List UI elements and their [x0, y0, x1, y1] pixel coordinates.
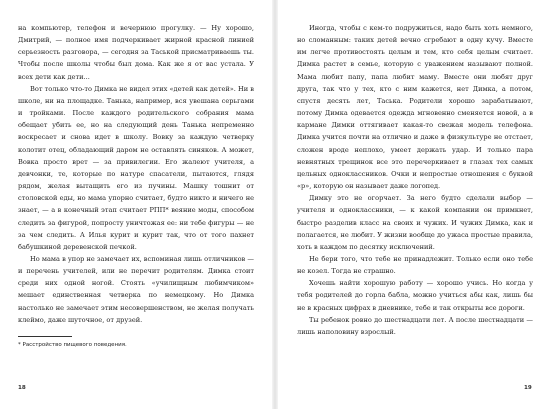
book-gutter — [272, 0, 278, 409]
page-number-left: 18 — [18, 385, 26, 391]
page-number-right: 19 — [524, 385, 532, 391]
left-paragraph-1: на компьютер, телефон и вечернюю прогулку. — Ну хорошо, Дмитрий, — полное имя подчеркивает жирной красной линией серьезность разговора, — сегодня за Таськой присматриваешь ты. Чтобы после школы чтобы был дома. Как же я от вас устала. У всех дети как дети... — [18, 24, 254, 81]
right-paragraph-5: Ты ребенок ровно до шестнадцати лет. А после шестнадцати — лишь наполовину взрослый. — [297, 315, 533, 336]
left-paragraph-3: Но мама в упор не замечает их, вспоминая лишь отличников — и перечень учителей, или не перечит родителям. Димка стоит среди них одной ногой. Стоять «училищным любимчиком» мешает единственная четверка по немецкому. Но Димка настолько не замечает этим несовершенством, не желая получать клеймо, даже шуточное, от друзей. — [18, 254, 254, 324]
right-paragraph-2: Димку это не огорчает. За него будто сделали выбор — учителя и одноклассники, — к какой компании он примкнет, быстро разделив класс на своих и чужих. И чужих Димка, как и полагается, не любит. У жизни вообще до ужаса простые правила, хоть в каждом по десятку исключений. — [297, 194, 533, 251]
right-paragraph-4: Хочешь найти хорошую работу — хорошо учись. Но когда у тебя родителей до горла бабла, можно учиться абы как, лишь бы не в красных цифрах в дневнике, тебе и так открыты все дороги. — [297, 279, 533, 312]
right-paragraph-3: Не бери того, что тебе не принадлежит. Только если оно тебе не козел. Тогда не страшно. — [297, 254, 533, 276]
footnote-divider — [18, 336, 72, 337]
right-paragraph-1: Иногда, чтобы с кем-то подружиться, надо быть хоть немного, но сломанным: таких детей вечно сгребают в одну кучу. Вместе им легче противостоять целым и тем, кто себя целым считает. Димка растет в семье, которую с уважением называют полной. Мама любит папу, папа любит маму. Вместе они любят друг друга, так что у тех, кто с ним кажется, нет Димка, а потом, спустя десять лет, Таська. Родители хорошо зарабатывают, потому Димка одевается одежда мгновенно сменяется новой, а в кармане Димки оттягивает какая-то свежая модель телефона. Димка учится почти на отлично и даже в физкультуре не отстает, сложен вроде неплохо, умеет держать удар. И только пара невнятных трещинок все это перечеркивает в глазах тех самых цельных одноклассников. Очки и непростые отношения с буквой «р», которую он называет даже логопед. — [297, 24, 533, 191]
left-page — [18, 22, 254, 326]
footnote: * Расстройство пищевого поведения. — [18, 342, 127, 348]
left-paragraph-2: Вот только что-то Димка не видел этих «детей как детей». Ни в школе, ни на площадке. Танька, например, вся увешана серьгами и тройками. После каждого родительского собрания мама обещает убить ее, но на следующий день Танька непременно воскресает и снова идет в школу. Вовку за каждую четверку колотит отец, обладающий даром не оставлять синяков. А может, Вовка просто врет — за привилегии. Его жалеют учителя, а девчонки, те, которые по натуре спасатели, пытаются, глядя рядом, желая вытащить его из пучины. Машку тошнит от столовской еды, но мама упорно считает, будто никто и ничего не знает, — а в конечный этап считает РПП* веяние моды, способом следить за фигурой, попросту уничтожая ее: ни тебе фигуры — не за чем следить. А Илья курит и курит так, что от того пахнет бабушкиной деревенской печкой. — [18, 84, 254, 251]
right-page — [297, 22, 533, 338]
